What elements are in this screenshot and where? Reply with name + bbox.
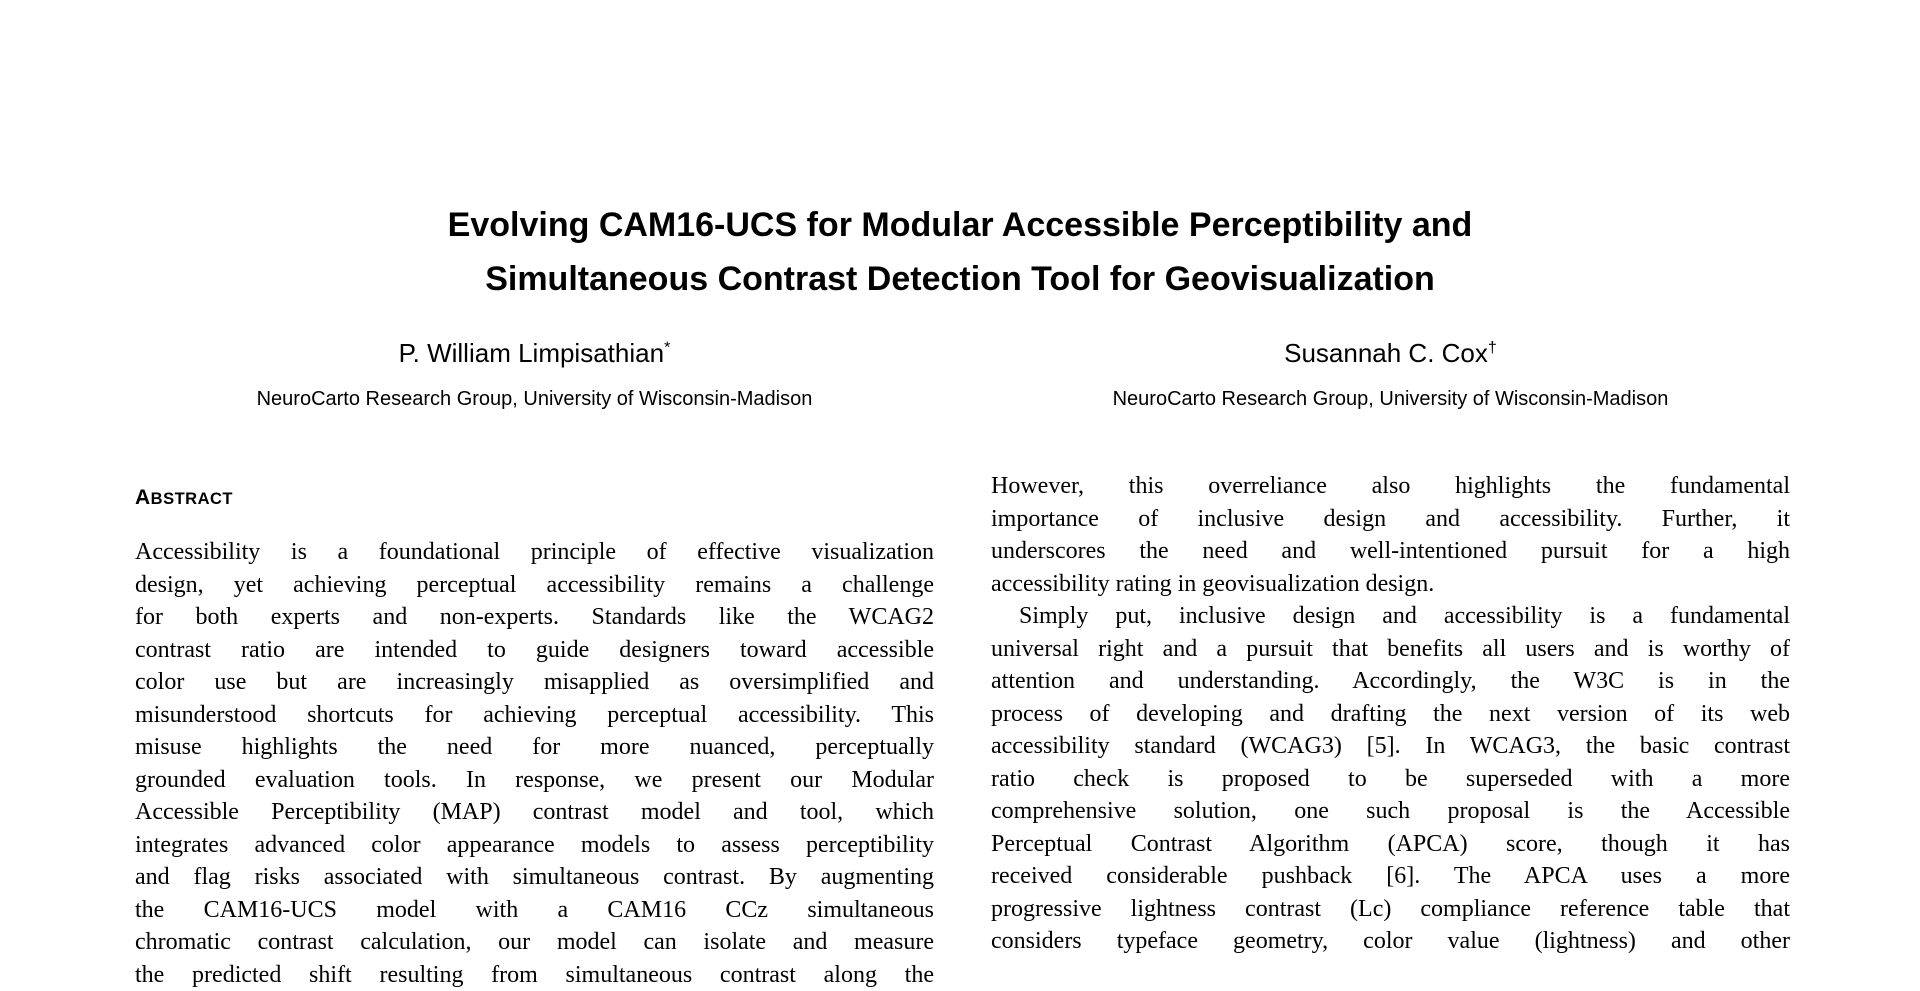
text-line: color use but are increasingly misapplied as oversimplified and: [135, 666, 934, 699]
text-line: importance of inclusive design and accessibility. Further, it: [991, 503, 1790, 536]
text-line: for both experts and non-experts. Standards like the WCAG2: [135, 601, 934, 634]
text-line: However, this overreliance also highlights the fundamental: [991, 470, 1790, 503]
text-line: universal right and a pursuit that benefits all users and is worthy of: [991, 633, 1790, 666]
text-line: ratio check is proposed to be superseded with a more: [991, 763, 1790, 796]
author-affiliation-1: NeuroCarto Research Group, University of Wisconsin-Madison: [135, 387, 934, 411]
abstract-column: [135, 536, 934, 991]
text-line: considers typeface geometry, color value (lightness) and other: [991, 925, 1790, 958]
text-line: attention and understanding. Accordingly, the W3C is in the: [991, 665, 1790, 698]
text-line: contrast ratio are intended to guide designers toward accessible: [135, 634, 934, 667]
title-line-2: Simultaneous Contrast Detection Tool for Geovisualization: [0, 252, 1920, 306]
text-line: Perceptual Contrast Algorithm (APCA) score, though it has: [991, 828, 1790, 861]
abstract-heading-rest: BSTRACT: [151, 490, 233, 508]
abstract-heading: [135, 486, 233, 510]
text-line: and flag risks associated with simultaneous contrast. By augmenting: [135, 861, 934, 894]
author-name-1: [135, 338, 934, 368]
author-footnote-mark: *: [664, 338, 670, 356]
text-line: the CAM16-UCS model with a CAM16 CCz simultaneous: [135, 894, 934, 927]
text-line: accessibility standard (WCAG3) [5]. In WCAG3, the basic contrast: [991, 730, 1790, 763]
text-line: received considerable pushback [6]. The APCA uses a more: [991, 860, 1790, 893]
author-name-2: [991, 338, 1790, 368]
text-line: progressive lightness contrast (Lc) compliance reference table that: [991, 893, 1790, 926]
author-name-text: P. William Limpisathian: [399, 338, 664, 368]
text-line: process of developing and drafting the next version of its web: [991, 698, 1790, 731]
text-line: chromatic contrast calculation, our model can isolate and measure: [135, 926, 934, 959]
text-line: Accessible Perceptibility (MAP) contrast model and tool, which: [135, 796, 934, 829]
paper-title: [0, 198, 1920, 306]
text-line: integrates advanced color appearance models to assess perceptibility: [135, 829, 934, 862]
author-affiliation-2: NeuroCarto Research Group, University of Wisconsin-Madison: [991, 387, 1790, 411]
title-line-1: Evolving CAM16-UCS for Modular Accessible Perceptibility and: [0, 198, 1920, 252]
text-line: accessibility rating in geovisualization design.: [991, 568, 1790, 601]
author-block-1: [135, 338, 934, 411]
authors-row: [0, 338, 1920, 428]
text-line: Simply put, inclusive design and accessibility is a fundamental: [991, 600, 1790, 633]
text-line: misuse highlights the need for more nuanced, perceptually: [135, 731, 934, 764]
text-line: design, yet achieving perceptual accessibility remains a challenge: [135, 569, 934, 602]
author-name-text: Susannah C. Cox: [1284, 338, 1488, 368]
author-block-2: [991, 338, 1790, 411]
text-line: Accessibility is a foundational principle of effective visualization: [135, 536, 934, 569]
text-line: grounded evaluation tools. In response, we present our Modular: [135, 764, 934, 797]
text-line: misunderstood shortcuts for achieving perceptual accessibility. This: [135, 699, 934, 732]
body-column-right: [991, 470, 1790, 958]
text-line: comprehensive solution, one such proposal is the Accessible: [991, 795, 1790, 828]
author-footnote-mark: †: [1488, 338, 1497, 356]
abstract-heading-initial: A: [135, 486, 151, 509]
text-line: the predicted shift resulting from simultaneous contrast along the: [135, 959, 934, 991]
text-line: underscores the need and well-intentioned pursuit for a high: [991, 535, 1790, 568]
